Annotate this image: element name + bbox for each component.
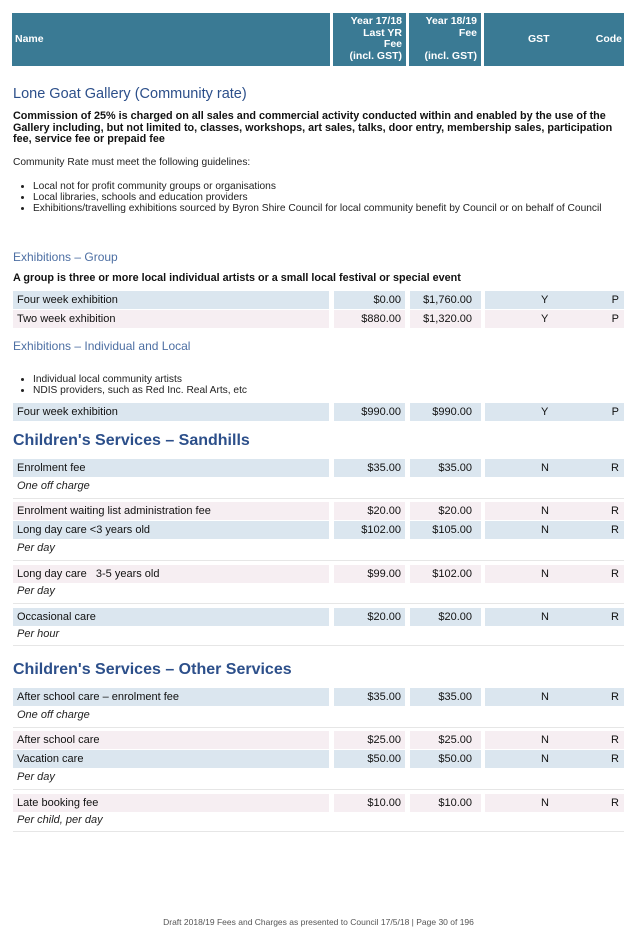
header-this-year-fee: Year 18/19 Fee (incl. GST) <box>409 13 481 66</box>
table-row: Four week exhibition $0.00 $1,760.00 Y P <box>13 291 624 309</box>
row-note: Per hour <box>17 628 60 640</box>
divider <box>13 789 624 790</box>
header-last-year-fee: Year 17/18 Last YR Fee (incl. GST) <box>333 13 406 66</box>
table-row: Late booking fee $10.00 $10.00 N R <box>13 794 624 812</box>
table-row: After school care – enrolment fee $35.00 $35.00 N R <box>13 688 624 706</box>
section-title-lone-goat: Lone Goat Gallery (Community rate) <box>13 86 247 102</box>
row-note: Per child, per day <box>17 814 103 826</box>
guideline-item: • Local libraries, schools and education providers <box>33 192 618 203</box>
table-row: Vacation care $50.00 $50.00 N R <box>13 750 624 768</box>
divider <box>13 727 624 728</box>
table-row: Enrolment waiting list administration fee $20.00 $20.00 N R <box>13 502 624 520</box>
row-note: Per day <box>17 771 55 783</box>
section-title-sandhills: Children's Services – Sandhills <box>13 432 250 449</box>
individual-item: • NDIS providers, such as Red Inc. Real Arts, etc <box>33 385 618 396</box>
divider <box>13 603 624 604</box>
section-title-other-services: Children's Services – Other Services <box>13 661 292 678</box>
table-row: Long day care <3 years old $102.00 $105.00 N R <box>13 521 624 539</box>
table-row: Long day care 3-5 years old $99.00 $102.00 N R <box>13 565 624 583</box>
commission-text: Commission of 25% is charged on all sales and commercial activity conducted within and enabled by the use of the Gallery including, but not limited to, classes, workshops, art sales, talks, door entry, membership sales, participation fee, service fee or prepaid fee <box>13 110 613 146</box>
guidelines-list <box>13 181 618 215</box>
group-description: A group is three or more local individual artists or a small local festival or special event <box>13 272 461 284</box>
subsection-title-group: Exhibitions – Group <box>13 250 118 264</box>
table-row: Two week exhibition $880.00 $1,320.00 Y P <box>13 310 624 328</box>
guideline-item: • Local not for profit community groups or organisations <box>33 181 618 192</box>
divider <box>13 498 624 499</box>
header-code: Code <box>595 32 622 45</box>
row-note: One off charge <box>17 709 90 721</box>
header-gst: GST <box>528 32 550 45</box>
individual-list <box>13 374 618 396</box>
row-note: Per day <box>17 585 55 597</box>
table-row: Occasional care $20.00 $20.00 N R <box>13 608 624 626</box>
header-gst-code <box>484 13 624 66</box>
divider <box>13 560 624 561</box>
individual-item: • Individual local community artists <box>33 374 618 385</box>
row-note: Per day <box>17 542 55 554</box>
subsection-title-individual: Exhibitions – Individual and Local <box>13 339 191 353</box>
table-row: After school care $25.00 $25.00 N R <box>13 731 624 749</box>
table-row: Four week exhibition $990.00 $990.00 Y P <box>13 403 624 421</box>
row-note: One off charge <box>17 480 90 492</box>
header-name: Name <box>12 13 330 66</box>
table-row: Enrolment fee $35.00 $35.00 N R <box>13 459 624 477</box>
guideline-item: • Exhibitions/travelling exhibitions sourced by Byron Shire Council for local community benefit by Council or on behalf of Council <box>33 203 618 214</box>
divider <box>13 645 624 646</box>
guidelines-intro: Community Rate must meet the following guidelines: <box>13 157 251 168</box>
page-footer: Draft 2018/19 Fees and Charges as presented to Council 17/5/18 | Page 30 of 196 <box>163 917 474 927</box>
divider <box>13 831 624 832</box>
